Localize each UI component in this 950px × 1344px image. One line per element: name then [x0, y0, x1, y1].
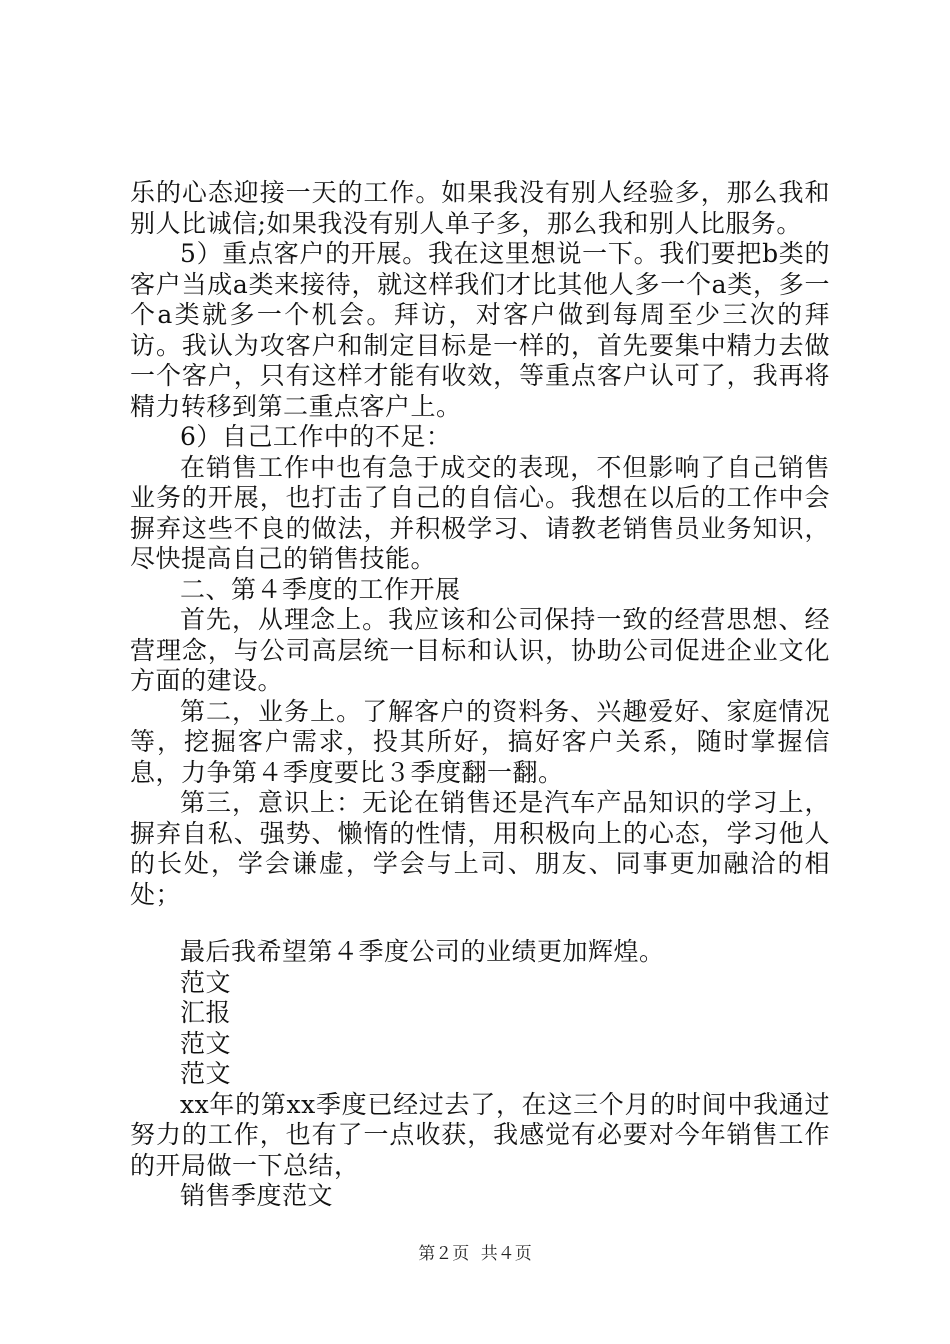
paragraph-gap: [130, 910, 830, 937]
paragraph-10: 范文: [180, 967, 232, 997]
paragraph-7: 第二，业务上。了解客户的资料务、兴趣爱好、家庭情况等，挖掘客户需求，投其所好，搞好客户关系，随时掌握信息，力争第４季度要比３季度翻一翻。: [130, 696, 830, 787]
paragraph-14: xx年的第xx季度已经过去了，在这三个月的时间中我通过努力的工作，也有了一点收获，我感觉有必要对今年销售工作的开局做一下总结，: [130, 1089, 830, 1180]
paragraph-3: 6）自己工作中的不足：: [180, 422, 452, 451]
paragraph-11: 汇报: [180, 998, 232, 1027]
paragraph-15: 销售季度范文: [180, 1181, 334, 1210]
paragraph-8: 第三，意识上：无论在销售还是汽车产品知识的学习上，摒弃自私、强势、懒惰的性情，用积极向上的心态，学习他人的长处，学会谦虚，学会与上司、朋友、同事更加融洽的相处；: [130, 788, 830, 909]
paragraph-9: 最后我希望第４季度公司的业绩更加辉煌。: [180, 937, 665, 966]
page-number: 第２页: [418, 1244, 470, 1264]
paragraph-6: 首先，从理念上。我应该和公司保持一致的经营思想、经营理念，与公司高层统一目标和认识，协助公司促进企业文化方面的建设。: [130, 605, 830, 695]
section-heading: 二、第４季度的工作开展: [180, 574, 461, 604]
paragraph-2: 5）重点客户的开展。我在这里想说一下。我们要把b类的客户当成a类来接待，就这样我们才比其他人多一个a类，多一个a类就多一个机会。拜访，对客户做到每周至少三次的拜访。我认为攻客户和制定目标是一样的，首先要集中精力去做一个客户，只有这样才能有收效，等重点客户认可了，我再将精力转移到第二重点客户上。: [130, 239, 830, 421]
document-body: [130, 178, 830, 1212]
paragraph-1: 乐的心态迎接一天的工作。如果我没有别人经验多，那么我和别人比诚信;如果我没有别人单子多，那么我和别人比服务。: [130, 178, 830, 238]
paragraph-4: 在销售工作中也有急于成交的表现，不但影响了自己销售业务的开展，也打击了自己的自信心。我想在以后的工作中会摒弃这些不良的做法，并积极学习、请教老销售员业务知识，尽快提高自己的销售技能。: [130, 452, 830, 573]
paragraph-12: 范文: [180, 1028, 232, 1058]
page-total: 共４页: [480, 1244, 532, 1264]
page-footer: [0, 1244, 950, 1264]
paragraph-13: 范文: [180, 1059, 232, 1088]
